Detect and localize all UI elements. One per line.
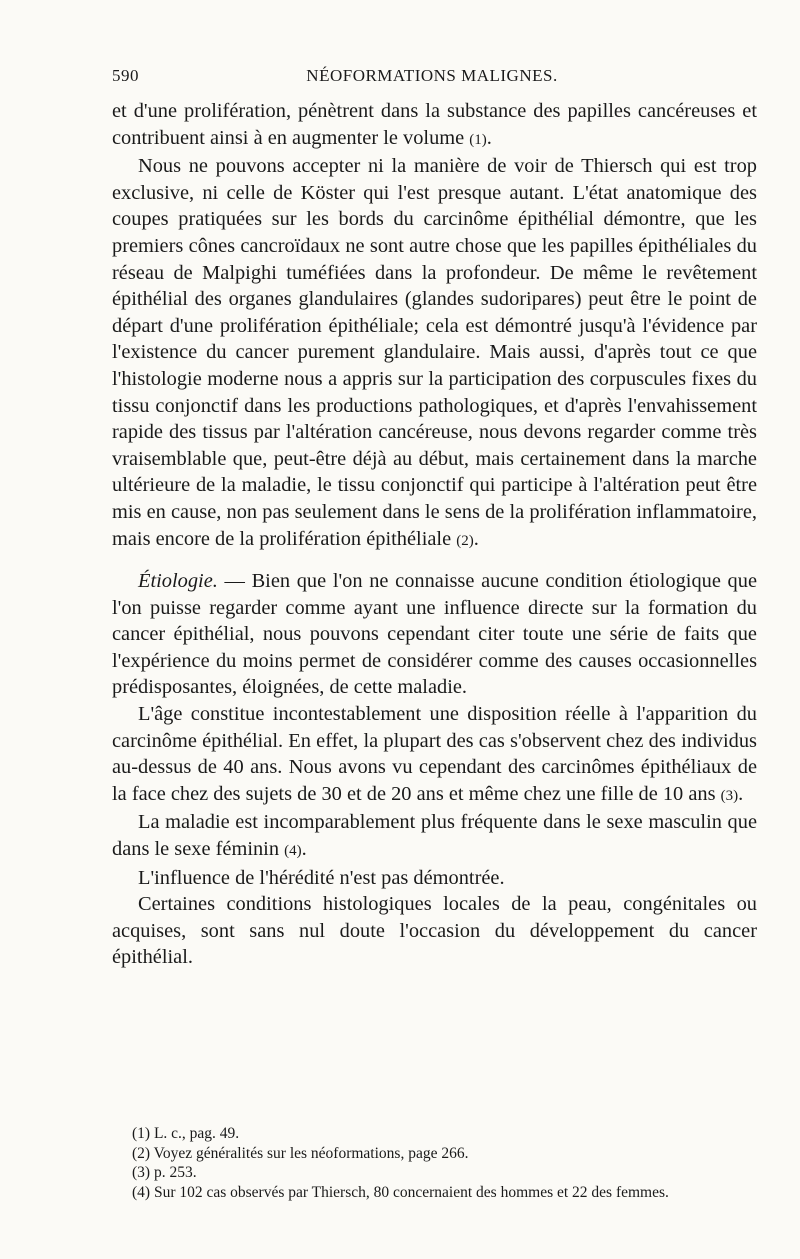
- footnote-ref[interactable]: (3): [720, 787, 739, 804]
- footnote: (3) p. 253.: [132, 1164, 197, 1181]
- footnote: (4) Sur 102 cas observés par Thiersch, 80 concernaient des hommes et 22 des femmes.: [132, 1183, 669, 1201]
- paragraph: Nous ne pouvons accepter ni la manière de voir de Thiersch qui est trop exclusive, ni celle de Köster qui l'est presque autant. L'état anatomique des coupes pratiquées sur les bords du carcinôme épithélial démontre, que les premiers cônes cancroïdaux ne sont autre chose que les papilles épithéliales du réseau de Malpighi tuméfiées dans la profondeur. De même le revêtement épithélial des organes glandulaires (glandes sudoripares) peut être le point de départ d'une prolifération épithéliale; cela est démontré jusqu'à l'évidence par l'existence du cancer purement glandulaire. Mais aussi, d'après tout ce que l'histologie moderne nous a appris sur la participation des corpuscules fixes du tissu conjonctif dans les productions pathologiques, et d'après l'envahissement rapide des tissus par l'altération cancéreuse, nous devons regarder comme très vraisemblable que, peut-être déjà au début, mais certainement dans la marche ultérieure de la maladie, le tissu conjonctif qui participe à l'altération peut être mis en cause, non pas seulement dans le sens de la prolifération inflammatoire, mais encore de la prolifération épithéliale (2).: [112, 155, 757, 550]
- paragraph: Certaines conditions histologiques locales de la peau, congénitales ou acquises, sont sans nul doute l'occasion du développement du cancer épithélial.: [112, 893, 757, 969]
- body-text: [112, 98, 757, 971]
- footnotes: [112, 1124, 757, 1202]
- paragraph: et d'une prolifération, pénètrent dans la substance des papilles cancéreuses et contribuent ainsi à en augmenter le volume (1).: [112, 100, 757, 149]
- section-heading: Étiologie.: [138, 570, 218, 593]
- running-title: NÉOFORMATIONS MALIGNES.: [306, 66, 558, 85]
- footnote: (2) Voyez généralités sur les néoformations, page 266.: [132, 1144, 469, 1162]
- paragraph: L'influence de l'hérédité n'est pas démontrée.: [138, 866, 505, 889]
- page-header: [112, 66, 752, 92]
- paragraph: La maladie est incomparablement plus fréquente dans le sexe masculin que dans le sexe féminin (4).: [112, 811, 757, 861]
- footnote-ref[interactable]: (2): [456, 532, 474, 549]
- page-number: 590: [112, 66, 139, 85]
- footnote-ref[interactable]: (4): [284, 843, 302, 860]
- footnote-ref[interactable]: (1): [469, 131, 487, 148]
- footnote: (1) L. c., pag. 49.: [132, 1125, 240, 1142]
- paragraph: L'âge constitue incontestablement une disposition réelle à l'apparition du carcinôme épithélial. En effet, la plupart des cas s'observent chez des individus au-dessus de 40 ans. Nous avons vu cependant des carcinômes épithéliaux de la face chez des sujets de 30 et de 20 ans et même chez une fille de 10 ans (3).: [112, 703, 757, 805]
- section-paragraph: Étiologie. — Bien que l'on ne connaisse aucune condition étiologique que l'on puisse regarder comme ayant une influence directe sur la formation du cancer épithélial, nous pouvons cependant citer toute une série de faits que l'expérience du moins permet de considérer comme des causes occasionnelles prédisposantes, éloignées, de cette maladie.: [112, 570, 757, 699]
